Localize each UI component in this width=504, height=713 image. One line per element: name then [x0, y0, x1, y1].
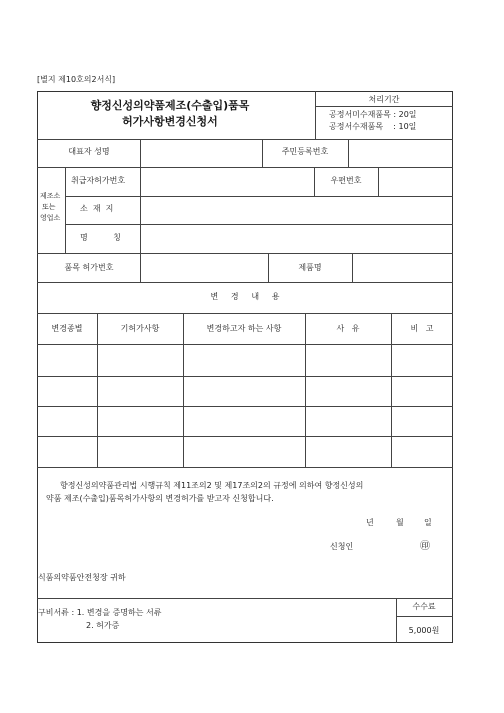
- row-line: [37, 282, 453, 283]
- seal-mark: ㊞: [420, 541, 430, 552]
- fee-value: 5,000원: [408, 626, 440, 635]
- fee-divider: [396, 598, 397, 643]
- address-label: 소 재 지: [80, 204, 114, 213]
- date-day-label: 일: [424, 518, 432, 527]
- table-cell-remarks[interactable]: [392, 345, 452, 375]
- form-title-line1: 향정신성의약품제조(수출입)품목: [90, 99, 250, 112]
- form-number: [별지 제10호의2서식]: [37, 75, 116, 84]
- form-title-line2: 허가사항변경신청서: [122, 115, 218, 128]
- side-label-manufacture: 제조소: [40, 192, 61, 200]
- row-line: [37, 598, 453, 599]
- statement-line2: 약품 제조(수출입)품목허가사항의 변경허가를 받고자 신청합니다.: [46, 494, 274, 503]
- remarks-header: 비 고: [410, 324, 434, 333]
- column-divider: [97, 313, 98, 467]
- row-line: [37, 436, 453, 437]
- item-license-number-label: 품목 허가번호: [64, 263, 114, 272]
- row-divider: [268, 253, 269, 282]
- reason-header: 사 유: [336, 324, 360, 333]
- resident-number-label: 주민등록번호: [281, 147, 329, 156]
- license-number-label: 취급자허가번호: [71, 176, 126, 185]
- processing-header-line: [315, 106, 453, 107]
- fee-label: 수수료: [412, 602, 436, 611]
- change-type-header: 변경종별: [51, 324, 83, 333]
- table-cell-reason[interactable]: [306, 345, 391, 375]
- product-name-field[interactable]: [353, 254, 452, 282]
- row-line: [37, 406, 453, 407]
- applicant-label: 신청인: [330, 542, 354, 551]
- required-documents-line2: 2. 허가증: [86, 621, 120, 630]
- processing-box-divider: [315, 91, 316, 139]
- side-divider: [65, 167, 66, 253]
- fee-line: [396, 616, 453, 617]
- table-cell-change-type[interactable]: [38, 345, 97, 375]
- postal-code-label: 우편번호: [330, 176, 362, 185]
- requested-change-header: 변경하고자 하는 사항: [206, 324, 282, 333]
- addressee: 식품의약품안전청장 귀하: [38, 573, 126, 582]
- column-divider: [391, 313, 392, 467]
- row-divider: [262, 139, 263, 167]
- name-label: 명 칭: [80, 233, 121, 242]
- processing-period-unregistered: 공정서미수재품목 : 20일: [329, 110, 417, 119]
- processing-period-registered: 공정서수재품목 : 10일: [329, 122, 417, 131]
- name-field[interactable]: [141, 225, 452, 253]
- row-line: [37, 376, 453, 377]
- item-license-number-field[interactable]: [141, 254, 268, 282]
- representative-name-field[interactable]: [141, 140, 262, 166]
- required-documents-line1: 구비서류 : 1. 변경을 증명하는 서류: [38, 608, 162, 617]
- date-month-label: 월: [396, 518, 404, 527]
- applicant-signature-field[interactable]: [356, 538, 416, 554]
- product-name-label: 제품명: [298, 263, 322, 272]
- side-label-or: 또는: [42, 203, 56, 211]
- processing-header: 처리기간: [368, 95, 400, 104]
- date-year-label: 년: [366, 518, 374, 527]
- statement-line1: 향정신성의약품관리법 시행규칙 제11조의2 및 제17조의2의 규정에 의하여 향정신성의: [60, 481, 364, 490]
- address-field[interactable]: [141, 197, 452, 224]
- row-divider: [314, 167, 315, 196]
- row-line: [37, 467, 453, 468]
- table-cell-requested[interactable]: [184, 345, 305, 375]
- column-divider: [305, 313, 306, 467]
- column-divider: [183, 313, 184, 467]
- previous-license-header: 기허가사항: [120, 324, 160, 333]
- resident-number-field[interactable]: [349, 140, 452, 166]
- license-number-field[interactable]: [141, 168, 314, 196]
- postal-code-field[interactable]: [379, 168, 452, 196]
- change-content-title: 변 경 내 용: [210, 292, 280, 301]
- side-label-business: 영업소: [40, 214, 61, 222]
- representative-name-label: 대표자 성명: [68, 147, 110, 156]
- table-cell-previous[interactable]: [98, 345, 183, 375]
